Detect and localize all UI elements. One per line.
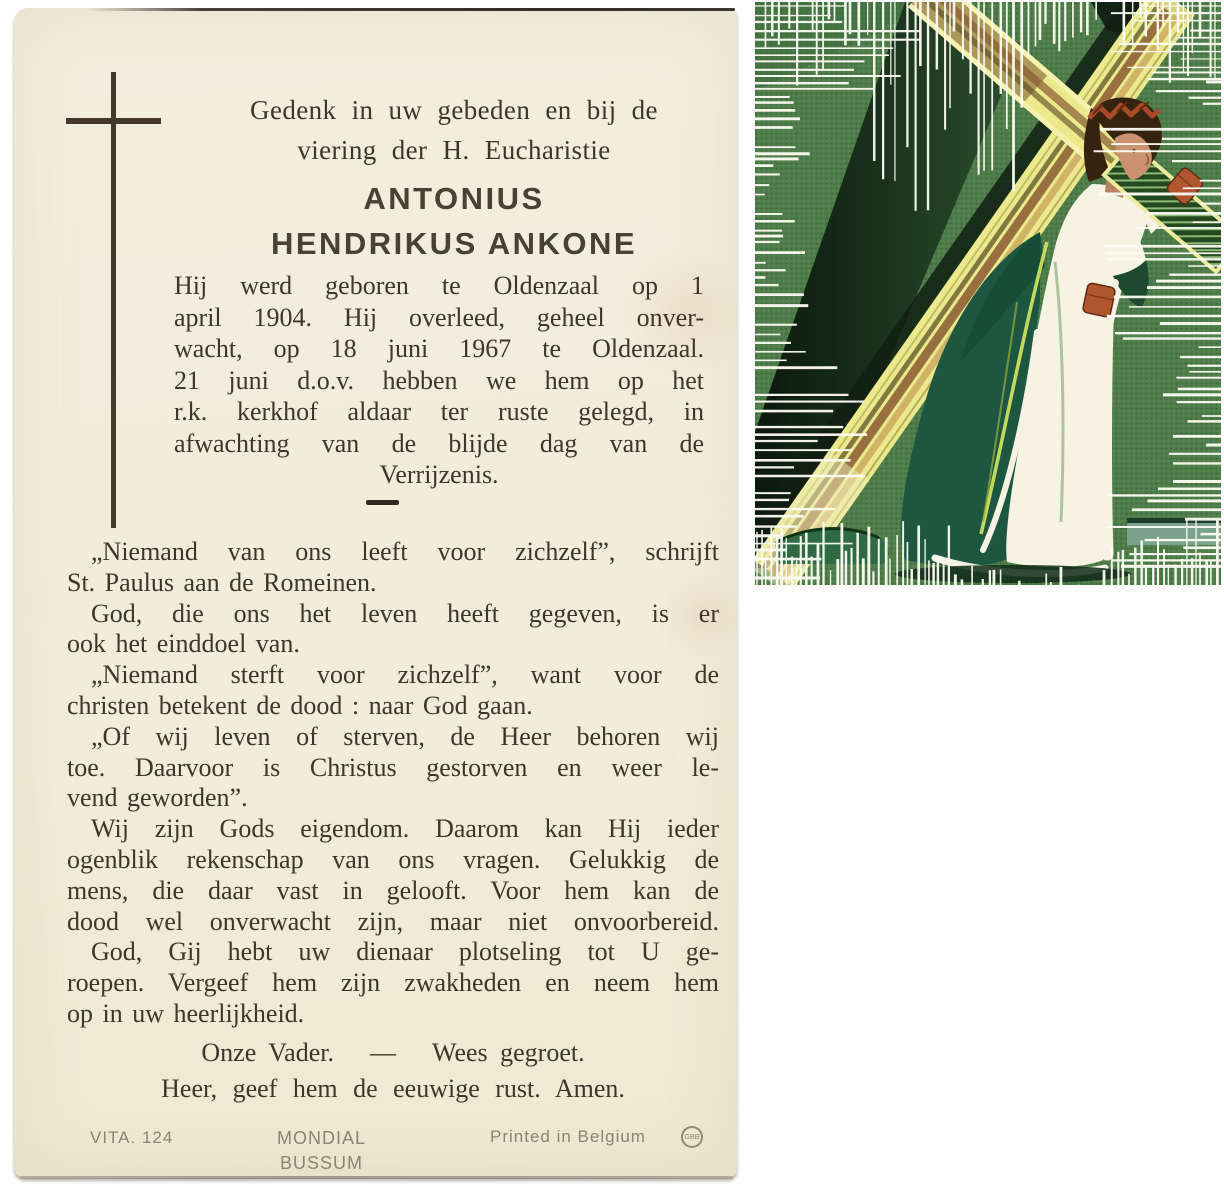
- closing-line: Heer, geef hem de eeuwige rust. Amen.: [161, 1074, 625, 1103]
- publisher: [254, 1126, 389, 1176]
- illustration-svg: [755, 2, 1221, 592]
- text-line: toe. Daarvoor is Christus gestorven en weer le-: [67, 752, 719, 782]
- prayer-right: Wees gegroet.: [431, 1038, 585, 1067]
- text-line: april 1904. Hij overleed, geheel onver-: [174, 302, 704, 332]
- text-line: „Niemand van ons leeft voor zichzelf”, schrijft: [91, 537, 719, 566]
- text-line: christen betekent de dood : naar God gaan.: [67, 690, 533, 720]
- text-line: op in uw heerlijkheid.: [67, 998, 305, 1028]
- header-line: Gedenk in uw gebeden en bij de: [250, 95, 658, 125]
- text-line: r.k. kerkhof aldaar ter ruste gelegd, in: [174, 397, 704, 426]
- text-line: Verrijzenis.: [379, 460, 499, 489]
- publisher-name: MONDIAL: [276, 1128, 366, 1148]
- text-line: God, Gij hebt uw dienaar plotseling tot U ge-: [91, 937, 719, 967]
- text-line: „Of wij leven of sterven, de Heer behoren wij: [91, 721, 719, 751]
- text-line: „Niemand sterft voor zichzelf”, want voor de: [91, 660, 719, 690]
- text-line: 21 juni d.o.v. hebben we hem op het: [174, 365, 704, 395]
- text-line: roepen. Vergeef hem zijn zwakheden en neem hem: [67, 968, 719, 998]
- cross-icon: [111, 72, 116, 528]
- name-line: ANTONIUS: [363, 181, 545, 216]
- printed-in-label: Printed in Belgium: [490, 1127, 646, 1146]
- biography-paragraph: [174, 270, 704, 491]
- printer-stamp-icon: GBB: [681, 1126, 703, 1148]
- text-line: wacht, op 18 juni 1967 te Oldenzaal.: [174, 334, 704, 363]
- prayer-text: [67, 537, 719, 1030]
- prayer-invocation-line: [67, 1038, 719, 1068]
- name-line: HENDRIKUS ANKONE: [270, 226, 638, 261]
- christ-carrying-cross-illustration: [755, 2, 1221, 592]
- publisher-city: BUSSUM: [279, 1153, 363, 1173]
- prayer-left: Onze Vader.: [201, 1038, 334, 1067]
- text-line: Wij zijn Gods eigendom. Daarom kan Hij ieder: [91, 814, 719, 844]
- memorial-card: [14, 8, 737, 1178]
- text-line: vend geworden”.: [67, 783, 248, 813]
- header-line: viering der H. Eucharistie: [297, 135, 611, 165]
- text-line: ook het einddoel van.: [67, 629, 300, 659]
- prayer-dash: —: [369, 1038, 396, 1067]
- card-header: [189, 90, 719, 170]
- text-line: mens, die daar vast in gelooft. Voor hem kan de: [67, 875, 719, 905]
- section-divider: [366, 500, 399, 505]
- text-line: St. Paulus aan de Romeinen.: [67, 567, 377, 597]
- text-line: dood wel onverwacht zijn, maar niet onvoorbereid.: [67, 906, 719, 936]
- text-line: God, die ons het leven heeft gegeven, is er: [91, 598, 719, 628]
- text-line: ogenblik rekenschap van ons vragen. Gelukkig de: [67, 844, 719, 874]
- deceased-name: [189, 176, 719, 266]
- text-line: Hij werd geboren te Oldenzaal op 1: [174, 271, 704, 300]
- print-code: VITA. 124: [90, 1128, 174, 1147]
- text-line: afwachting van de blijde dag van de: [174, 428, 704, 458]
- cross-icon-bar: [66, 118, 161, 124]
